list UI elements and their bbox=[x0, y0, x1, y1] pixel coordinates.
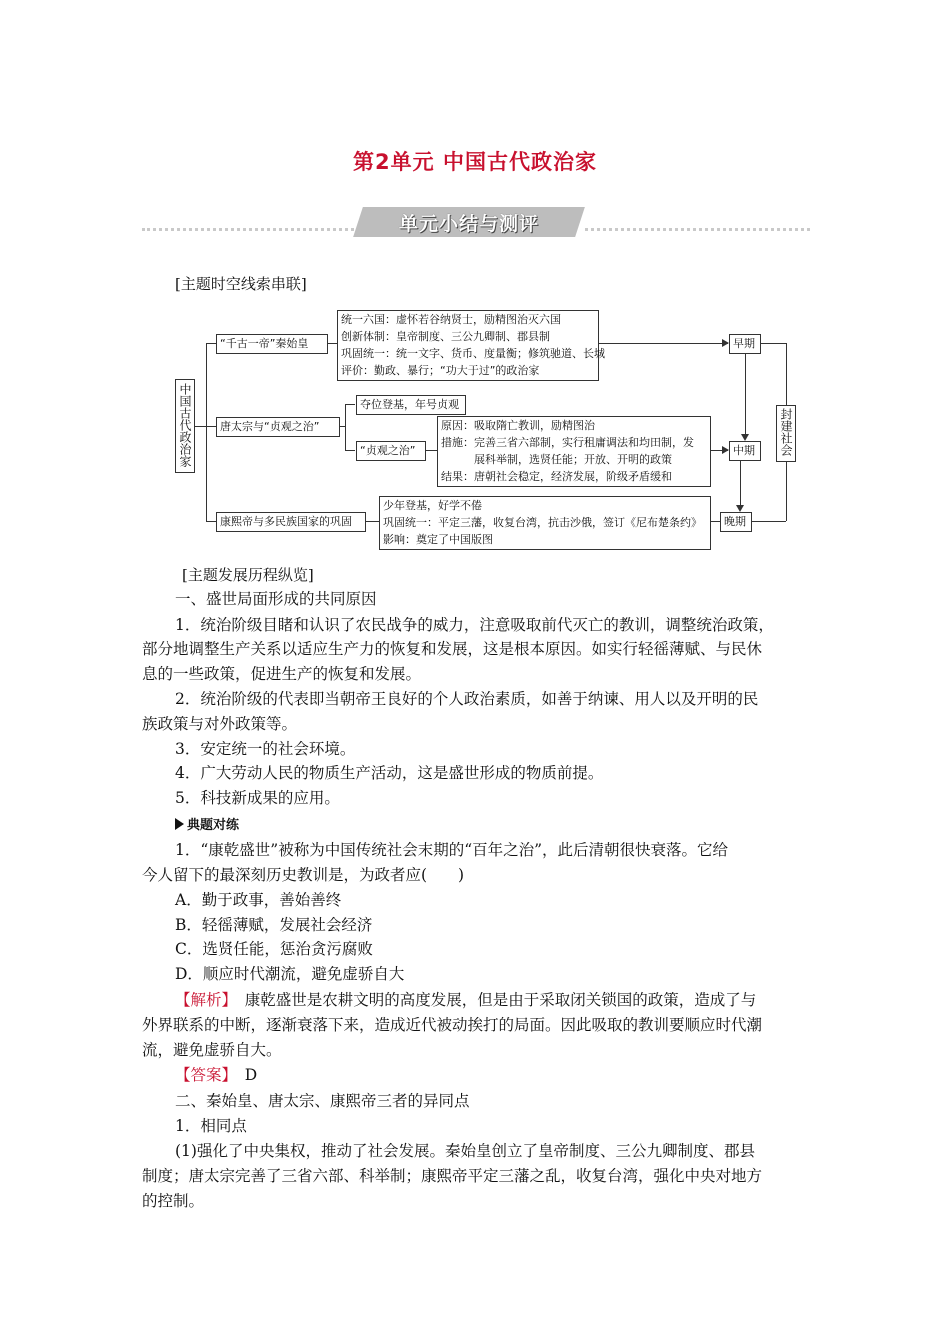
diagram-connector bbox=[786, 461, 787, 521]
analysis-line bbox=[175, 988, 756, 1013]
branch-kangxi bbox=[216, 512, 366, 532]
banner-dots-right bbox=[585, 228, 810, 231]
heading-common-causes: 一、盛世局面形成的共同原因 bbox=[175, 590, 377, 608]
period-late bbox=[720, 512, 752, 532]
diagram-connector bbox=[345, 404, 355, 405]
period-middle-label: 中期 bbox=[733, 444, 755, 457]
diagram-connector bbox=[206, 426, 216, 427]
period-early-label: 早期 bbox=[733, 337, 755, 350]
paragraph-2: 族政策与对外政策等。 bbox=[142, 715, 298, 733]
branch-qinshihuang-label: “千古一帝”秦始皇 bbox=[220, 337, 309, 350]
diagram-connector bbox=[598, 343, 728, 344]
feudal-society-label: 封建社会 bbox=[779, 408, 793, 456]
analysis-line: 流，避免虚骄自大。 bbox=[142, 1041, 282, 1059]
question-1: 今人留下的最深刻历史教训是，为政者应( ) bbox=[142, 866, 465, 884]
zhenguan-rule-label: “贞观之治” bbox=[360, 444, 416, 457]
zhenguan-rule bbox=[356, 441, 426, 461]
detail-line: 巩固统一：平定三藩，收复台湾，抗击沙俄，签订《尼布楚条约》 bbox=[383, 516, 702, 529]
paragraph-6: 的控制。 bbox=[142, 1192, 205, 1210]
detail-line: 结果：唐朝社会稳定，经济发展，阶级矛盾缓和 bbox=[441, 470, 672, 483]
detail-line: 原因：吸取隋亡教训，励精图治 bbox=[441, 419, 595, 432]
arrow-head bbox=[741, 434, 749, 441]
practice-tag bbox=[175, 814, 239, 833]
analysis-label: 【解析】 bbox=[175, 991, 230, 1009]
answer-label: 【答案】 bbox=[175, 1066, 230, 1084]
detail-line: 评价：勤政、暴行；“功大于过”的政治家 bbox=[341, 364, 540, 377]
heading-similarities: 1．相同点 bbox=[175, 1117, 247, 1135]
paragraph-4: 4．广大劳动人民的物质生产活动，这是盛世形成的物质前提。 bbox=[175, 764, 604, 782]
option-a: A．勤于政事，善始善终 bbox=[175, 891, 342, 909]
play-icon bbox=[175, 818, 184, 830]
paragraph-1: 息的一些政策，促进生产的恢复和发展。 bbox=[142, 665, 422, 683]
detail-line: 影响：奠定了中国版图 bbox=[383, 533, 493, 546]
section-banner-label: 单元小结与测评 bbox=[398, 213, 539, 235]
diagram-connector bbox=[745, 353, 746, 435]
branch-qinshihuang bbox=[216, 334, 328, 354]
arrow-head bbox=[736, 505, 744, 512]
branch-kangxi-detail bbox=[379, 496, 711, 550]
paragraph-6: 制度；唐太宗完善了三省六部、科举制；康熙帝平定三藩之乱，收复台湾，强化中央对地方 bbox=[142, 1167, 763, 1185]
section-tag-development: [主题发展历程纵览] bbox=[182, 566, 314, 584]
diagram-root-label: 中国古代政治家 bbox=[178, 383, 192, 467]
arrow-head bbox=[722, 446, 729, 454]
taizong-accession-label: 夺位登基，年号贞观 bbox=[360, 398, 459, 411]
diagram-connector bbox=[425, 450, 437, 451]
feudal-society bbox=[776, 405, 796, 462]
practice-tag-label: 典题对练 bbox=[187, 818, 240, 833]
section-tag-timeline: [主题时空线索串联] bbox=[175, 275, 307, 293]
period-late-label: 晚期 bbox=[724, 515, 746, 528]
detail-line: 展科举制，选贤任能；开放、开明的政策 bbox=[474, 453, 672, 466]
detail-line: 少年登基，好学不倦 bbox=[383, 499, 482, 512]
branch-taizong-detail bbox=[437, 416, 711, 487]
branch-taizong-label: 唐太宗与“贞观之治” bbox=[220, 420, 320, 433]
branch-kangxi-label: 康熙帝与多民族国家的巩固 bbox=[220, 515, 352, 528]
diagram-connector bbox=[751, 521, 786, 522]
option-d: D．顺应时代潮流，避免虚骄自大 bbox=[175, 965, 405, 983]
option-b: B．轻徭薄赋，发展社会经济 bbox=[175, 916, 373, 934]
answer-value: D bbox=[229, 1066, 258, 1084]
branch-qinshihuang-detail bbox=[337, 310, 605, 381]
paragraph-6: (1)强化了中央集权，推动了社会发展。秦始皇创立了皇帝制度、三公九卿制度、郡县 bbox=[175, 1142, 755, 1160]
diagram-connector bbox=[760, 343, 786, 344]
diagram-connector bbox=[206, 343, 216, 344]
detail-line: 措施：完善三省六部制，实行租庸调法和均田制，发 bbox=[441, 436, 694, 449]
paragraph-3: 3．安定统一的社会环境。 bbox=[175, 740, 356, 758]
heading-comparison: 二、秦始皇、唐太宗、康熙帝三者的异同点 bbox=[175, 1092, 470, 1110]
banner-dots-left bbox=[142, 228, 354, 231]
diagram-root bbox=[175, 379, 195, 473]
paragraph-5: 5．科技新成果的应用。 bbox=[175, 789, 340, 807]
answer-line bbox=[175, 1063, 257, 1088]
analysis-text: 康乾盛世是农耕文明的高度发展，但是由于采取闭关锁国的政策，造成了与 bbox=[229, 991, 757, 1009]
analysis-line: 外界联系的中断，逐渐衰落下来，造成近代被动挨打的局面。因此吸取的教训要顺应时代潮 bbox=[142, 1016, 763, 1034]
diagram-connector bbox=[345, 404, 346, 450]
diagram-connector bbox=[327, 343, 337, 344]
detail-line: 巩固统一：统一文字、货币、度量衡；修筑驰道、长城 bbox=[341, 347, 605, 360]
detail-line: 统一六国：虚怀若谷纳贤士，励精图治灭六国 bbox=[341, 313, 561, 326]
paragraph-1: 1．统治阶级目睹和认识了农民战争的威力，注意吸取前代灭亡的教训，调整统治政策， bbox=[175, 616, 774, 634]
question-1: 1．“康乾盛世”被称为中国传统社会末期的“百年之治”，此后清朝很快衰落。它给 bbox=[175, 841, 729, 859]
detail-line: 创新体制：皇帝制度、三公九卿制、郡县制 bbox=[341, 330, 550, 343]
diagram-connector bbox=[365, 521, 379, 522]
option-c: C．选贤任能，惩治贪污腐败 bbox=[175, 940, 373, 958]
page-title: 第2单元 中国古代政治家 bbox=[353, 150, 597, 174]
diagram-connector bbox=[345, 450, 355, 451]
taizong-accession bbox=[356, 395, 466, 415]
branch-taizong bbox=[216, 417, 340, 437]
paragraph-1: 部分地调整生产关系以适应生产力的恢复和发展，这是根本原因。如实行轻徭薄赋、与民休 bbox=[142, 640, 763, 658]
arrow-head bbox=[722, 339, 729, 347]
paragraph-2: 2．统治阶级的代表即当朝帝王良好的个人政治素质，如善于纳谏、用人以及开明的民 bbox=[175, 690, 759, 708]
period-middle bbox=[729, 441, 761, 461]
diagram-connector bbox=[206, 343, 207, 521]
period-early bbox=[729, 334, 761, 354]
diagram-connector bbox=[740, 460, 741, 506]
diagram-connector bbox=[206, 521, 216, 522]
diagram-connector bbox=[194, 426, 206, 427]
diagram-connector bbox=[786, 343, 787, 405]
